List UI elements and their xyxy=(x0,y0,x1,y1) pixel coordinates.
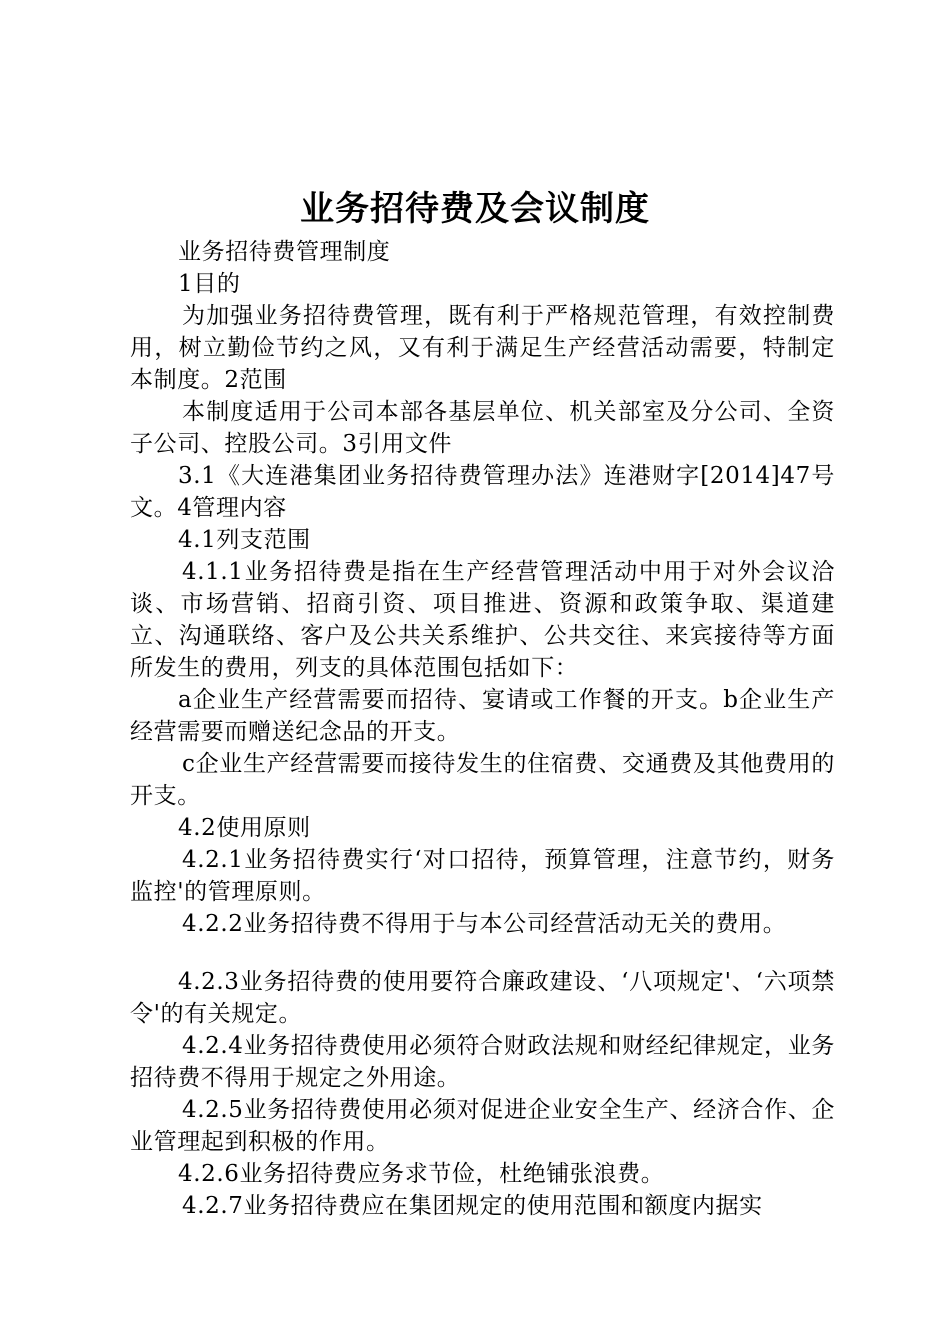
paragraph-item-a-b: a企业生产经营需要而招待、宴请或工作餐的开支。b企业生产经营需要而赠送纪念品的开支。 xyxy=(130,687,835,745)
document-title: 业务招待费及会议制度 xyxy=(300,189,650,229)
paragraph-purpose-heading: 1目的 xyxy=(178,271,241,297)
paragraph-section-4-1: 4.1列支范围 xyxy=(178,527,311,553)
paragraph-scope: 本制度适用于公司本部各基层单位、机关部室及分公司、全资子公司、控股公司。3引用文件 xyxy=(130,399,835,457)
paragraph-4-2-6: 4.2.6业务招待费应务求节俭，杜绝铺张浪费。 xyxy=(178,1161,665,1187)
paragraph-reference: 3.1《大连港集团业务招待费管理办法》连港财字[2014]47号文。4管理内容 xyxy=(130,463,835,521)
paragraph-4-2-2: 4.2.2业务招待费不得用于与本公司经营活动无关的费用。 xyxy=(182,911,787,937)
paragraph-gap xyxy=(130,940,835,966)
paragraph-4-2-3: 4.2.3业务招待费的使用要符合廉政建设、‘八项规定'、‘六项禁令'的有关规定。 xyxy=(130,969,835,1027)
paragraph-4-2-1: 4.2.1业务招待费实行‘对口招待，预算管理，注意节约，财务监控'的管理原则。 xyxy=(130,847,835,905)
document-body xyxy=(130,236,835,1222)
paragraph-section-4-2: 4.2使用原则 xyxy=(178,815,311,841)
paragraph-4-2-7: 4.2.7业务招待费应在集团规定的使用范围和额度内据实 xyxy=(182,1193,763,1219)
paragraph-purpose: 为加强业务招待费管理，既有利于严格规范管理，有效控制费用，树立勤俭节约之风，又有利于满足生产经营活动需要，特制定本制度。2范围 xyxy=(130,303,835,393)
paragraph-4-2-5: 4.2.5业务招待费使用必须对促进企业安全生产、经济合作、企业管理起到积极的作用。 xyxy=(130,1097,835,1155)
paragraph-subtitle: 业务招待费管理制度 xyxy=(178,239,391,265)
paragraph-item-c: c企业生产经营需要而接待发生的住宿费、交通费及其他费用的开支。 xyxy=(130,751,835,809)
paragraph-4-1-1: 4.1.1业务招待费是指在生产经营管理活动中用于对外会议洽谈、市场营销、招商引资、项目推进、资源和政策争取、渠道建立、沟通联络、客户及公共关系维护、公共交往、来宾接待等方面所发生的费用，列支的具体范围包括如下： xyxy=(130,559,835,681)
paragraph-4-2-4: 4.2.4业务招待费使用必须符合财政法规和财经纪律规定，业务招待费不得用于规定之外用途。 xyxy=(130,1033,835,1091)
